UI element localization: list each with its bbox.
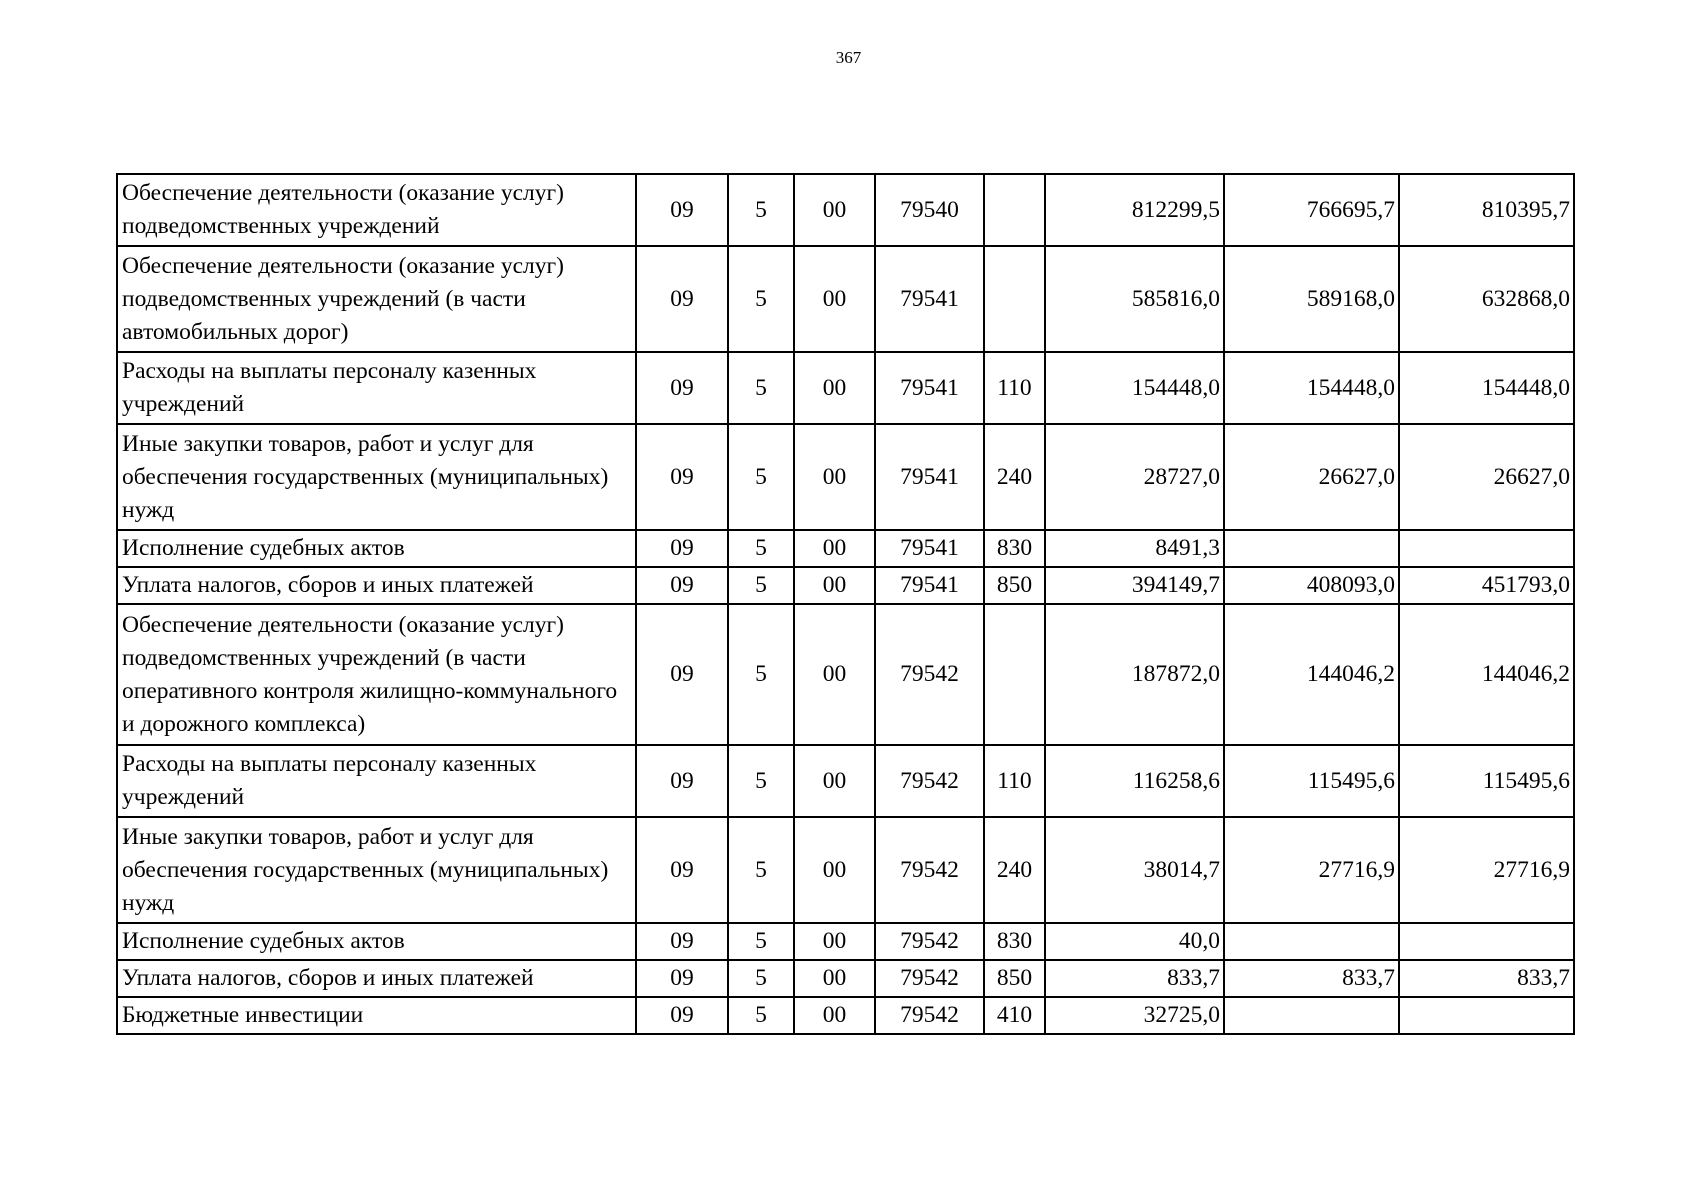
- program-code: 00: [794, 424, 875, 530]
- program-code: 00: [794, 352, 875, 424]
- row-name: Уплата налогов, сборов и иных платежей: [117, 960, 636, 997]
- expense-type-code: [984, 604, 1045, 745]
- table-row: [117, 960, 1574, 997]
- expense-type-code: 410: [984, 997, 1045, 1034]
- section-code: 09: [636, 530, 728, 567]
- amount-3: 27716,9: [1399, 817, 1574, 923]
- target-code: 79541: [875, 424, 984, 530]
- subsection-code: 5: [728, 817, 794, 923]
- program-code: 00: [794, 174, 875, 246]
- row-name: Обеспечение деятельности (оказание услуг) подведомственных учреждений (в части оперативного контроля жилищно-коммунального и дорожного комплекса): [117, 604, 636, 745]
- program-code: 00: [794, 246, 875, 352]
- row-name: Расходы на выплаты персоналу казенных учреждений: [117, 352, 636, 424]
- page-number: 367: [835, 48, 862, 67]
- amount-2: 26627,0: [1224, 424, 1399, 530]
- amount-2: 408093,0: [1224, 567, 1399, 604]
- expense-type-code: 110: [984, 745, 1045, 817]
- target-code: 79542: [875, 745, 984, 817]
- table-row: [117, 424, 1574, 530]
- expense-type-code: 240: [984, 424, 1045, 530]
- row-name: Иные закупки товаров, работ и услуг для обеспечения государственных (муниципальных) нужд: [117, 817, 636, 923]
- program-code: 00: [794, 997, 875, 1034]
- section-code: 09: [636, 745, 728, 817]
- expense-type-code: 850: [984, 960, 1045, 997]
- amount-2: [1224, 997, 1399, 1034]
- section-code: 09: [636, 960, 728, 997]
- section-code: 09: [636, 604, 728, 745]
- target-code: 79542: [875, 997, 984, 1034]
- section-code: 09: [636, 817, 728, 923]
- amount-1: 8491,3: [1045, 530, 1224, 567]
- target-code: 79542: [875, 960, 984, 997]
- expense-type-code: 850: [984, 567, 1045, 604]
- row-name: Исполнение судебных актов: [117, 923, 636, 960]
- program-code: 00: [794, 923, 875, 960]
- row-name: Обеспечение деятельности (оказание услуг) подведомственных учреждений: [117, 174, 636, 246]
- table-row: [117, 923, 1574, 960]
- amount-2: [1224, 530, 1399, 567]
- amount-2: 115495,6: [1224, 745, 1399, 817]
- amount-1: 394149,7: [1045, 567, 1224, 604]
- section-code: 09: [636, 246, 728, 352]
- table-row: [117, 530, 1574, 567]
- row-name: Исполнение судебных актов: [117, 530, 636, 567]
- subsection-code: 5: [728, 604, 794, 745]
- amount-3: 154448,0: [1399, 352, 1574, 424]
- target-code: 79542: [875, 604, 984, 745]
- target-code: 79541: [875, 567, 984, 604]
- expense-type-code: 830: [984, 923, 1045, 960]
- row-name: Расходы на выплаты персоналу казенных учреждений: [117, 745, 636, 817]
- amount-2: 27716,9: [1224, 817, 1399, 923]
- section-code: 09: [636, 923, 728, 960]
- table-row: [117, 604, 1574, 745]
- table-row: [117, 174, 1574, 246]
- amount-1: 585816,0: [1045, 246, 1224, 352]
- program-code: 00: [794, 745, 875, 817]
- expense-type-code: 110: [984, 352, 1045, 424]
- amount-2: 589168,0: [1224, 246, 1399, 352]
- section-code: 09: [636, 174, 728, 246]
- program-code: 00: [794, 530, 875, 567]
- subsection-code: 5: [728, 174, 794, 246]
- amount-1: 38014,7: [1045, 817, 1224, 923]
- amount-2: 144046,2: [1224, 604, 1399, 745]
- target-code: 79541: [875, 246, 984, 352]
- target-code: 79540: [875, 174, 984, 246]
- table-row: [117, 352, 1574, 424]
- amount-2: 154448,0: [1224, 352, 1399, 424]
- amount-2: [1224, 923, 1399, 960]
- section-code: 09: [636, 567, 728, 604]
- table-row: [117, 817, 1574, 923]
- amount-1: 28727,0: [1045, 424, 1224, 530]
- amount-1: 40,0: [1045, 923, 1224, 960]
- amount-2: 833,7: [1224, 960, 1399, 997]
- expense-type-code: 830: [984, 530, 1045, 567]
- amount-3: 451793,0: [1399, 567, 1574, 604]
- row-name: Иные закупки товаров, работ и услуг для обеспечения государственных (муниципальных) нужд: [117, 424, 636, 530]
- target-code: 79541: [875, 530, 984, 567]
- row-name: Обеспечение деятельности (оказание услуг) подведомственных учреждений (в части автомобильных дорог): [117, 246, 636, 352]
- subsection-code: 5: [728, 997, 794, 1034]
- subsection-code: 5: [728, 923, 794, 960]
- subsection-code: 5: [728, 567, 794, 604]
- amount-3: 144046,2: [1399, 604, 1574, 745]
- table-row: [117, 246, 1574, 352]
- amount-3: 632868,0: [1399, 246, 1574, 352]
- expense-type-code: 240: [984, 817, 1045, 923]
- program-code: 00: [794, 817, 875, 923]
- expense-type-code: [984, 246, 1045, 352]
- amount-3: 26627,0: [1399, 424, 1574, 530]
- subsection-code: 5: [728, 352, 794, 424]
- amount-3: 833,7: [1399, 960, 1574, 997]
- program-code: 00: [794, 604, 875, 745]
- expense-type-code: [984, 174, 1045, 246]
- amount-1: 32725,0: [1045, 997, 1224, 1034]
- target-code: 79542: [875, 923, 984, 960]
- program-code: 00: [794, 567, 875, 604]
- subsection-code: 5: [728, 745, 794, 817]
- section-code: 09: [636, 352, 728, 424]
- subsection-code: 5: [728, 424, 794, 530]
- amount-3: [1399, 997, 1574, 1034]
- amount-3: [1399, 923, 1574, 960]
- table-row: [117, 997, 1574, 1034]
- amount-1: 833,7: [1045, 960, 1224, 997]
- section-code: 09: [636, 424, 728, 530]
- row-name: Бюджетные инвестиции: [117, 997, 636, 1034]
- table-row: [117, 567, 1574, 604]
- budget-table: [116, 173, 1575, 1035]
- amount-1: 187872,0: [1045, 604, 1224, 745]
- amount-3: 115495,6: [1399, 745, 1574, 817]
- subsection-code: 5: [728, 960, 794, 997]
- subsection-code: 5: [728, 530, 794, 567]
- amount-1: 116258,6: [1045, 745, 1224, 817]
- target-code: 79542: [875, 817, 984, 923]
- target-code: 79541: [875, 352, 984, 424]
- section-code: 09: [636, 997, 728, 1034]
- row-name: Уплата налогов, сборов и иных платежей: [117, 567, 636, 604]
- amount-3: [1399, 530, 1574, 567]
- amount-2: 766695,7: [1224, 174, 1399, 246]
- program-code: 00: [794, 960, 875, 997]
- subsection-code: 5: [728, 246, 794, 352]
- table-row: [117, 745, 1574, 817]
- amount-3: 810395,7: [1399, 174, 1574, 246]
- amount-1: 812299,5: [1045, 174, 1224, 246]
- amount-1: 154448,0: [1045, 352, 1224, 424]
